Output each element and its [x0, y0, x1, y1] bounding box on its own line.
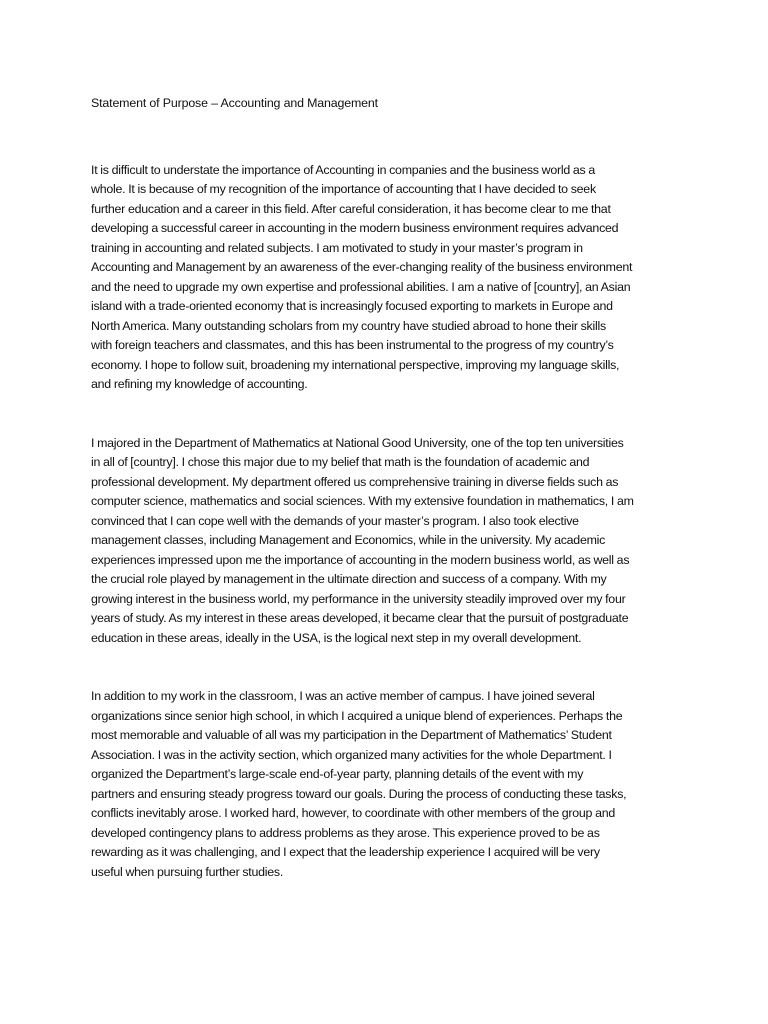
paragraph-line: in all of [country]. I chose this major due to my belief that math is the foundation of academic and — [91, 455, 590, 469]
paragraph-line: with foreign teachers and classmates, and this has been instrumental to the progress of my country’s — [91, 338, 614, 352]
paragraph-line: whole. It is because of my recognition of the importance of accounting that I have decided to seek — [91, 182, 596, 196]
document-title: Statement of Purpose – Accounting and Management — [91, 96, 378, 110]
paragraph-line: It is difficult to understate the importance of Accounting in companies and the business world as a — [91, 162, 596, 177]
paragraph-line: training in accounting and related subjects. I am motivated to study in your master’s program in — [91, 240, 583, 255]
paragraph-line: professional development. My department offered us comprehensive training in diverse fields such as — [91, 474, 619, 489]
paragraph-line: Accounting and Management by an awareness of the ever-changing reality of the business environment — [91, 260, 633, 274]
paragraph-line: convinced that I can cope well with the demands of your master’s program. I also took elective — [91, 513, 579, 528]
paragraph-line: I majored in the Department of Mathematics at National Good University, one of the top ten universities — [91, 435, 624, 450]
paragraph-line: further education and a career in this field. After careful consideration, it has become clear to me that — [91, 201, 611, 216]
paragraph-line: experiences impressed upon me the importance of accounting in the modern business world, as well as — [91, 552, 630, 567]
paragraph-line: developing a successful career in accounting in the modern business environment requires advanced — [91, 221, 619, 235]
paragraph-line: rewarding as it was challenging, and I expect that the leadership experience I acquired will be very — [91, 845, 600, 859]
paragraph-line: organizations since senior high school, in which I acquired a unique blend of experiences. Perhaps the — [91, 708, 623, 723]
paragraph-1 — [91, 161, 681, 395]
paragraph-line: North America. Many outstanding scholars from my country have studied abroad to hone their skills — [91, 318, 606, 333]
paragraph-line: organized the Department’s large-scale end-of-year party, planning details of the event with my — [91, 767, 584, 781]
paragraph-line: management classes, including Management and Economics, while in the university. My academic — [91, 533, 606, 547]
document-page — [91, 94, 681, 882]
paragraph-line: island with a trade-oriented economy that is increasingly focused exporting to markets in Europe and — [91, 299, 613, 313]
paragraph-line: conflicts inevitably arose. I worked hard, however, to coordinate with other members of the group and — [91, 806, 615, 820]
paragraph-line: useful when pursuing further studies. — [91, 864, 284, 879]
paragraph-line: Association. I was in the activity section, which organized many activities for the whole Department. I — [91, 747, 612, 762]
paragraph-2 — [91, 434, 681, 649]
paragraph-line: and the need to upgrade my own expertise and professional abilities. I am a native of [country], an Asian — [91, 279, 631, 294]
paragraph-line: computer science, mathematics and social sciences. With my extensive foundation in mathematics, I am — [91, 494, 634, 508]
paragraph-line: developed contingency plans to address problems as they arose. This experience proved to be as — [91, 825, 600, 840]
paragraph-line: education in these areas, ideally in the USA, is the logical next step in my overall development. — [91, 630, 582, 645]
paragraph-line: partners and ensuring steady progress toward our goals. During the process of conducting these tasks, — [91, 786, 627, 801]
paragraph-line: most memorable and valuable of all was my participation in the Department of Mathematics’ Student — [91, 728, 612, 742]
paragraph-line: and refining my knowledge of accounting. — [91, 377, 308, 391]
paragraph-3 — [91, 687, 681, 882]
paragraph-line: years of study. As my interest in these areas developed, it became clear that the pursuit of postgraduate — [91, 611, 629, 625]
paragraph-line: In addition to my work in the classroom, I was an active member of campus. I have joined several — [91, 689, 595, 703]
paragraph-line: economy. I hope to follow suit, broadening my international perspective, improving my language skills, — [91, 357, 620, 372]
paragraph-line: the crucial role played by management in the ultimate direction and success of a company. With my — [91, 572, 607, 586]
paragraph-line: growing interest in the business world, my performance in the university steadily improved over my four — [91, 591, 626, 606]
